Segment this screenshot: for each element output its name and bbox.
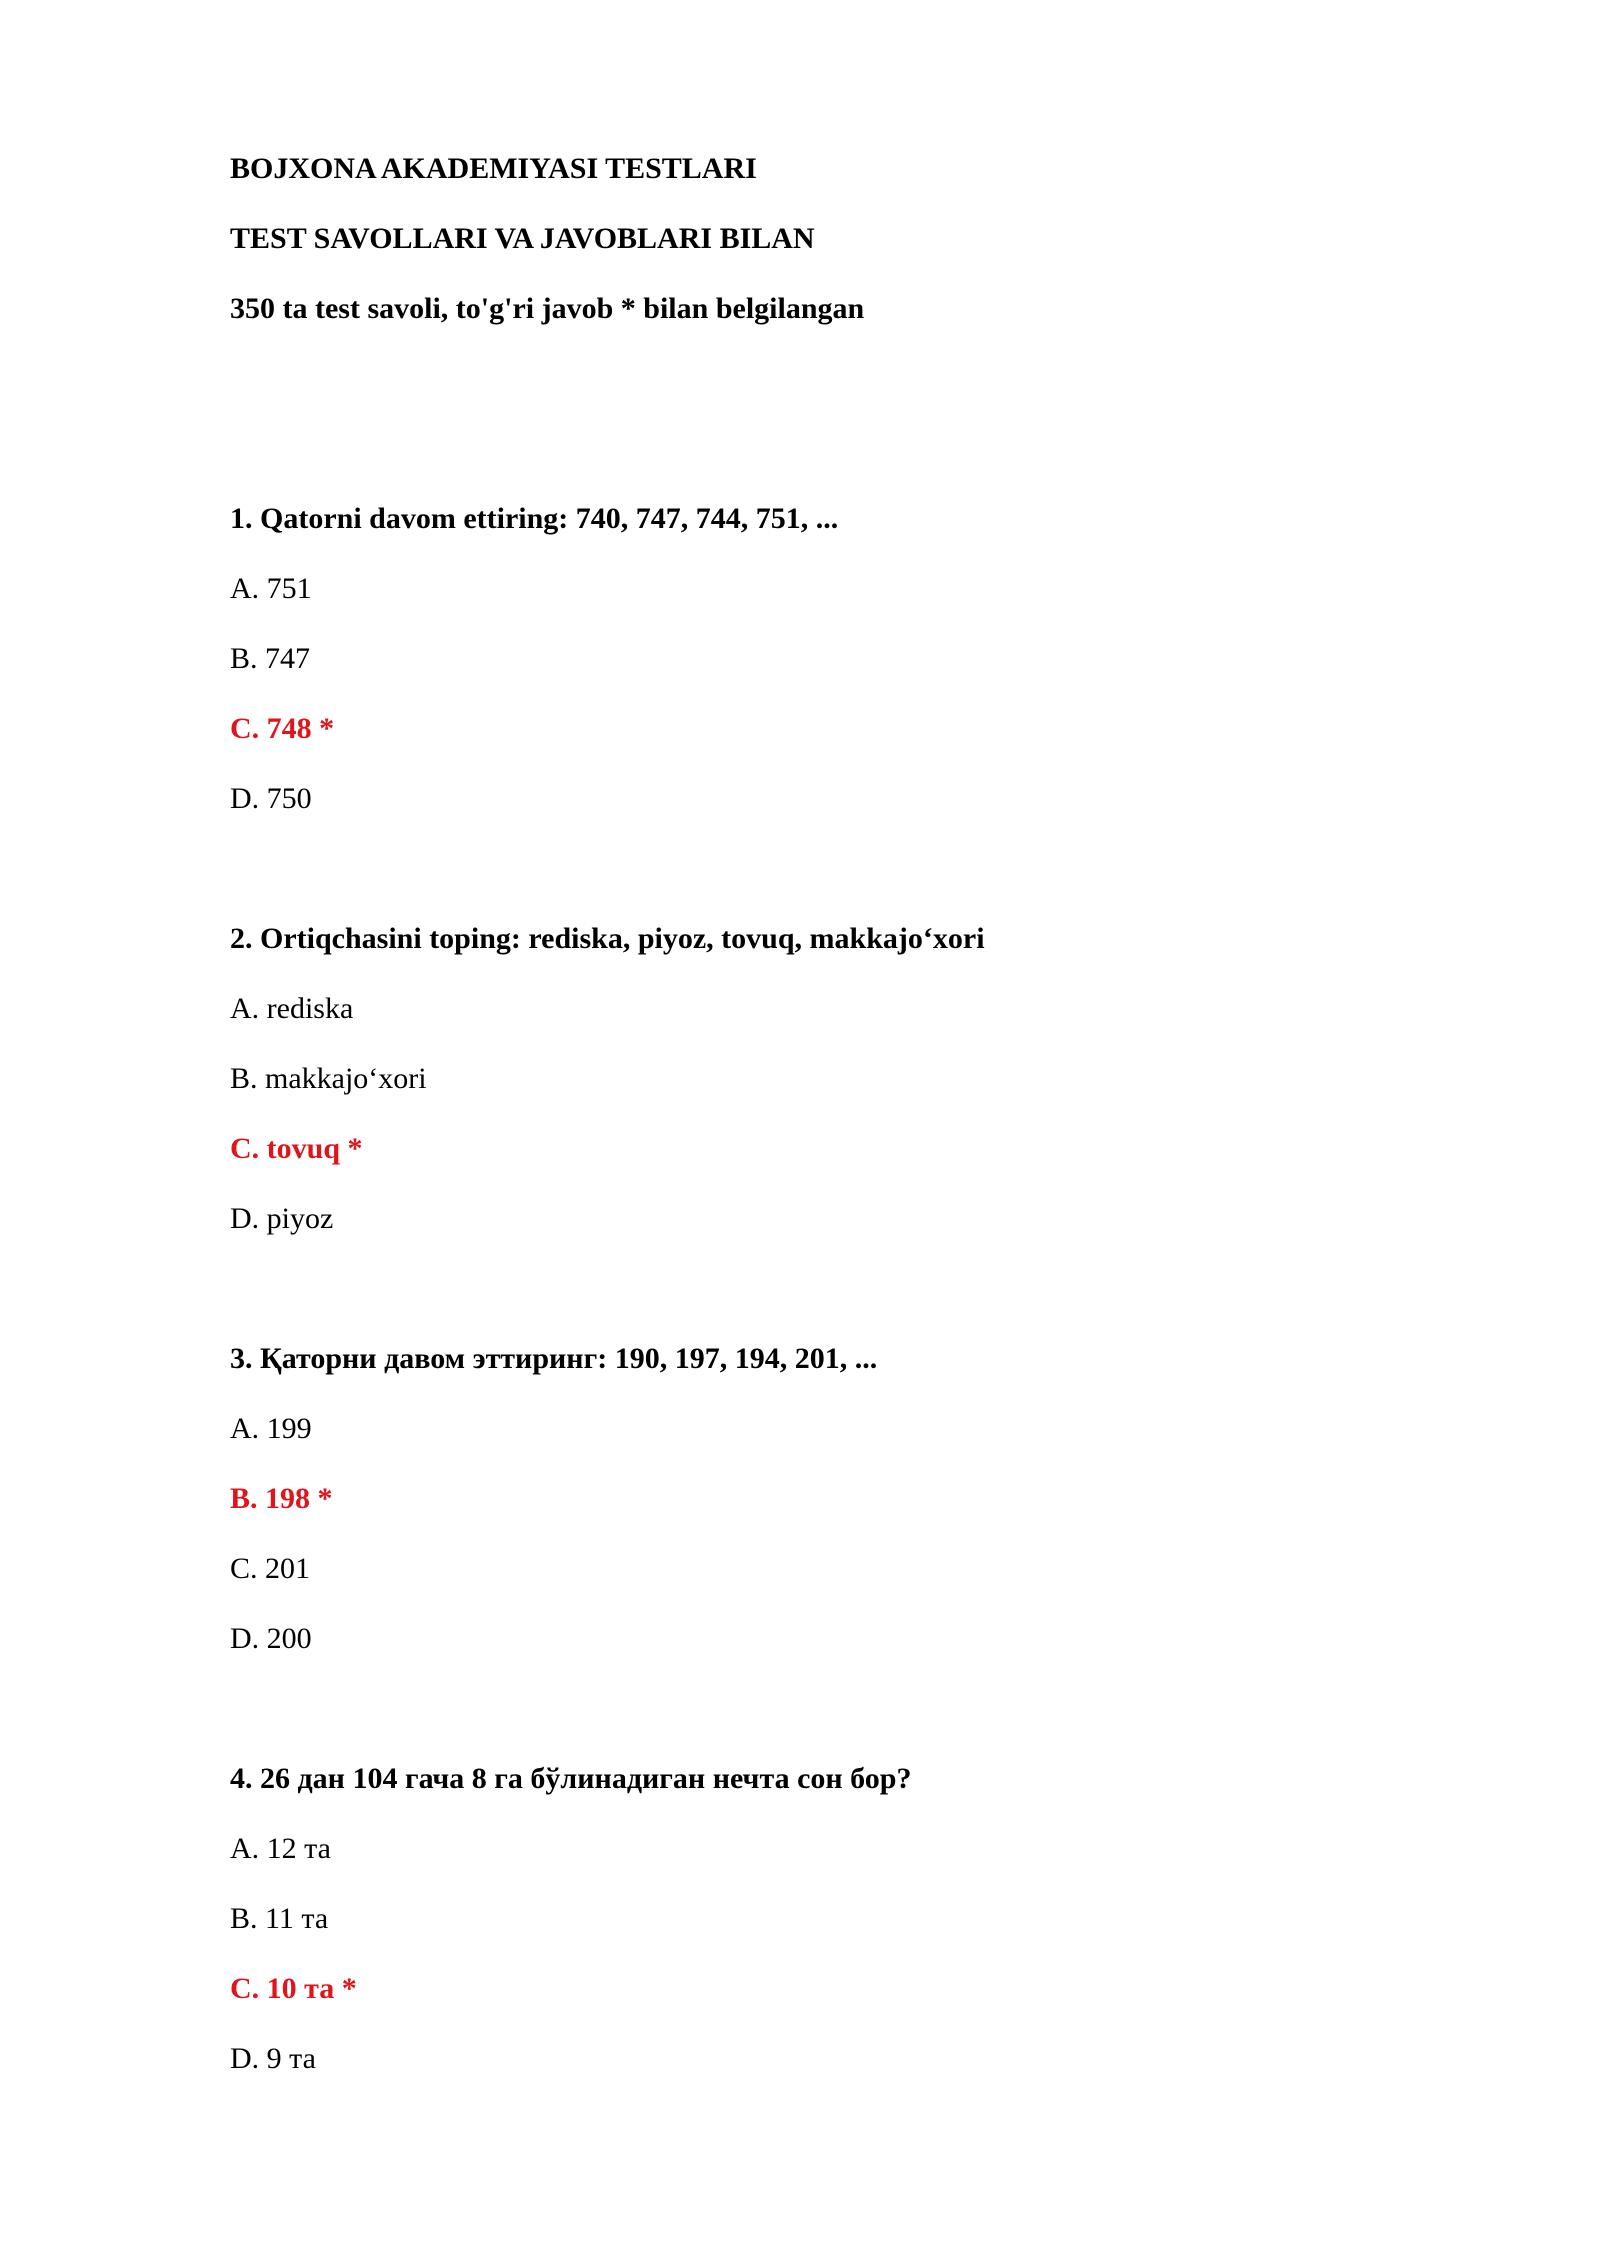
document-note: 350 ta test savoli, to'g'ri javob * bilan belgilangan (230, 292, 865, 325)
q4-option-d: D. 9 та (230, 2042, 316, 2075)
q3-option-d: D. 200 (230, 1622, 312, 1655)
question-3: 3. Қаторни давом эттиринг: 190, 197, 194, 201, ... (230, 1342, 878, 1375)
question-1: 1. Qatorni davom ettiring: 740, 747, 744, 751, ... (230, 502, 839, 535)
q1-option-c-correct: C. 748 * (230, 712, 335, 745)
q1-option-d: D. 750 (230, 782, 312, 815)
q3-option-a: A. 199 (230, 1412, 312, 1445)
q3-option-b-correct: B. 198 * (230, 1482, 333, 1515)
q3-option-c: C. 201 (230, 1552, 311, 1585)
document-subtitle: TEST SAVOLLARI VA JAVOBLARI BILAN (230, 222, 815, 255)
q2-option-b: B. makkajo‘xori (230, 1062, 427, 1095)
q1-option-a: A. 751 (230, 572, 312, 605)
q2-option-d: D. piyoz (230, 1202, 334, 1235)
q2-option-c-correct: C. tovuq * (230, 1132, 363, 1165)
q4-option-c-correct: C. 10 та * (230, 1972, 357, 2005)
q1-option-b: B. 747 (230, 642, 311, 675)
question-4: 4. 26 дан 104 гача 8 га бўлинадиган нечта сон бор? (230, 1762, 912, 1795)
document-title: BOJXONA AKADEMIYASI TESTLARI (230, 152, 757, 185)
q4-option-a: A. 12 та (230, 1832, 331, 1865)
q4-option-b: B. 11 та (230, 1902, 329, 1935)
question-2: 2. Ortiqchasini toping: rediska, piyoz, tovuq, makkajo‘xori (230, 922, 985, 955)
q2-option-a: A. rediska (230, 992, 354, 1025)
